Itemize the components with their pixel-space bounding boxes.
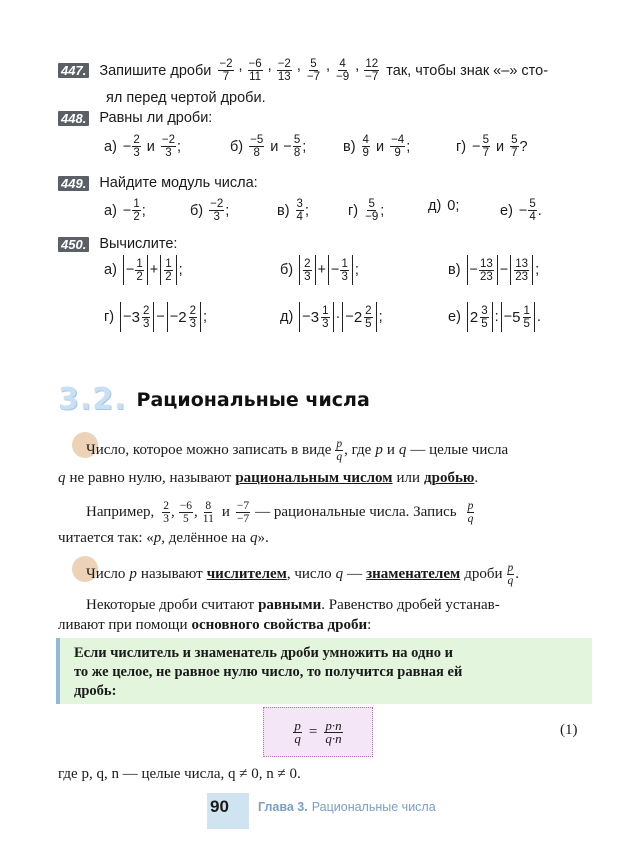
term-denominator: знаменателем — [366, 566, 461, 582]
fraction: $\frac{-2}{3}$ — [210, 198, 224, 223]
section-heading — [58, 382, 370, 417]
fraction: $\frac{5}{8}$ — [293, 134, 301, 159]
exercise-449-header — [58, 175, 258, 191]
paragraph-3: Число p называют числителем , число q — знаменателем дроби $\frac{p}{q}$ . — [86, 562, 519, 587]
formula-label: (1) — [560, 722, 578, 738]
exercise-449-item: б) $\frac{-2}{3}$ ; — [190, 198, 230, 223]
section-title: Рациональные числа — [136, 388, 370, 411]
fraction: $\frac{12}{-7}$ — [365, 58, 379, 83]
exercise-number: 449. — [58, 176, 89, 191]
paragraph-1-line1: Число, которое можно записать в виде $\frac{p}{q}$ , где p и q — целые числа — [86, 438, 509, 463]
paragraph-1-line2: q не равно нулю, называют рациональным числом или дробью . — [58, 470, 479, 486]
page-number: 90 — [210, 797, 229, 816]
term-basic-property: основного свойства дроби — [191, 617, 368, 633]
rule-text: Если числитель и знаменатель дроби умножить на одно и то же целое, не равное нулю число, то получится равная ей дробь: — [74, 645, 463, 699]
exercise-450-header — [58, 236, 177, 252]
fraction: $\frac{-2}{3}$ — [161, 134, 176, 159]
fraction: $\frac{3}{4}$ — [296, 198, 303, 223]
exercise-number: 448. — [58, 111, 89, 126]
footer-chapter: Глава 3. Рациональные числа — [258, 800, 436, 814]
section-number: 3.2. — [58, 382, 127, 417]
exercise-number: 450. — [58, 237, 89, 252]
term-fraction: дробью — [424, 470, 475, 486]
fraction: $\frac{-4}{9}$ — [391, 134, 405, 159]
exercise-title: Равны ли дроби: — [99, 110, 213, 126]
exercise-448-item: г) − $\frac{5}{7}$ и $\frac{5}{7}$ ? — [456, 134, 528, 159]
variables-note: где p, q, n — целые числа, q ≠ 0, n ≠ 0. — [58, 766, 301, 782]
fraction: $\frac{5}{4}$ — [529, 198, 536, 223]
exercise-449-item: г) $\frac{5}{-9}$ ; — [348, 198, 385, 223]
fraction: $\frac{-2}{13}$ — [277, 58, 291, 83]
exercise-449-item: д) 0; — [428, 198, 460, 214]
exercise-448-item: б) $\frac{-5}{8}$ и − $\frac{5}{8}$ ; — [230, 134, 307, 159]
exercise-450-a: а) − $\frac{1}{2}$ + $\frac{1}{2}$ ; — [104, 255, 183, 285]
fraction: $\frac{5}{7}$ — [482, 134, 489, 159]
fraction: $\frac{1}{2}$ — [133, 198, 140, 223]
exercise-448-item: в) $\frac{4}{9}$ и $\frac{-4}{9}$ ; — [343, 134, 411, 159]
exercise-448-item: а) − $\frac{2}{3}$ и $\frac{-2}{3}$ ; — [104, 134, 182, 159]
exercise-text: так, чтобы знак «–» сто- — [386, 62, 549, 79]
term-equal: равными — [258, 597, 322, 613]
exercise-450-d: д) − 3 $\frac{1}{3}$ · − 2 $\frac{2}{5}$ ; — [280, 302, 383, 332]
exercise-450-c: в) − $\frac{13}{23}$ − $\frac{13}{23}$ ; — [448, 255, 539, 285]
paragraph-4-line1: Некоторые дроби считают равными . Равенство дробей устанав- — [86, 597, 500, 613]
fraction: $\frac{5}{-7}$ — [306, 58, 320, 83]
exercise-449-item: е) − $\frac{5}{4}$ . — [500, 198, 542, 223]
exercise-450-b: б) $\frac{2}{3}$ + − $\frac{1}{3}$ ; — [280, 255, 359, 285]
exercise-447-line2: ял перед чертой дроби. — [106, 90, 266, 106]
exercise-title: Вычислите: — [99, 236, 178, 252]
fraction-list: $\frac{-2}{7}$ , $\frac{-6}{11}$ , $\frac{-2}{13}$ , $\frac{5}{-7}$ , $\frac{4}{-9}$ , $\frac{12}{-7}$ — [219, 58, 379, 83]
exercise-number: 447. — [58, 63, 89, 78]
exercise-450-e: е) 2 $\frac{3}{5}$ : − 5 $\frac{1}{5}$ . — [448, 302, 541, 332]
fraction: $\frac{5}{7}$ — [511, 134, 518, 159]
fraction: $\frac{4}{9}$ — [362, 134, 369, 159]
fraction: $\frac{2}{3}$ — [133, 134, 140, 159]
exercise-449-item: в) $\frac{3}{4}$ ; — [277, 198, 309, 223]
exercise-title: Найдите модуль числа: — [99, 175, 258, 191]
fraction: $\frac{-5}{8}$ — [250, 134, 264, 159]
exercise-text: Запишите дроби — [99, 62, 212, 79]
fraction: $\frac{5}{-9}$ — [365, 198, 379, 223]
paragraph-2-line2: читается так: « p , делённое на q ». — [58, 530, 269, 546]
term-rational-number: рациональным числом — [235, 470, 393, 486]
fraction: $\frac{-2}{7}$ — [219, 58, 233, 83]
fraction: $\frac{4}{-9}$ — [336, 58, 350, 83]
exercise-447-line1 — [58, 58, 548, 83]
exercise-450-g: г) − 3 $\frac{2}{3}$ − − 2 $\frac{2}{3}$ ; — [104, 302, 207, 332]
formula-box: $\frac{p}{q}$ = $\frac{p\cdot n}{q\cdot n}$ — [263, 707, 373, 757]
exercise-449-item: а) − $\frac{1}{2}$ ; — [104, 198, 146, 223]
paragraph-4-line2: ливают при помощи основного свойства дроби : — [58, 617, 372, 633]
term-numerator: числителем — [206, 566, 287, 582]
paragraph-2-line1: Например, $\frac{2}{3}$ , $\frac{-6}{5}$ , $\frac{8}{11}$ и $\frac{-7}{-7}$ — рациональные числа. Запись $\frac{p}{q}$ — [86, 500, 474, 525]
exercise-448-header — [58, 110, 212, 126]
fraction: $\frac{-6}{11}$ — [248, 58, 262, 83]
